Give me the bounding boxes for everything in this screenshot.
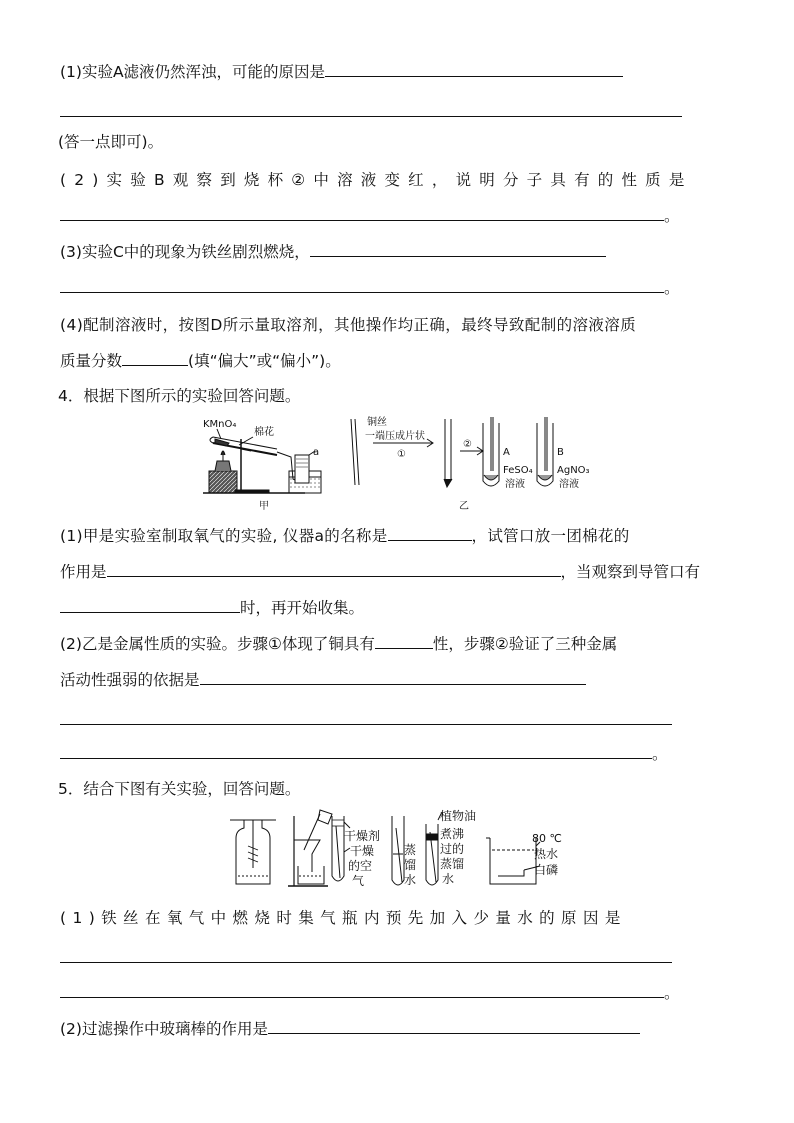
q4-part2-line4	[60, 742, 668, 765]
answer-blank[interactable]	[60, 742, 652, 759]
q4-part1-text-d: ，当观察到导管口有	[560, 563, 701, 581]
answer-line[interactable]	[60, 724, 672, 725]
answer-blank[interactable]	[325, 60, 623, 77]
tube-boiled-water	[426, 824, 438, 885]
period: 。	[664, 984, 680, 1002]
q3-part1-text: (1)实验A滤液仍然浑浊，可能的原因是	[60, 63, 326, 81]
solution1-label: 溶液	[505, 479, 525, 490]
tube-b-label: B	[557, 447, 564, 458]
q4-part1-text-c: 作用是	[60, 563, 107, 581]
temperature-label: 80 ℃	[532, 832, 562, 845]
agno3-label: AgNO₃	[557, 465, 590, 476]
cotton-label: 棉花	[254, 427, 274, 438]
q4-part1-text: (1)甲是实验室制取氧气的实验, 仪器a的名称是	[60, 527, 388, 545]
q4-part1-line1	[60, 524, 630, 547]
tube-a-label: A	[503, 447, 510, 458]
period: 。	[652, 745, 668, 763]
funnel	[300, 840, 320, 872]
boiled-label-4: 水	[442, 872, 455, 886]
boiled-label-3: 蒸馏	[440, 857, 465, 871]
q3-part3-text: (3)实验C中的现象为铁丝剧烈燃烧，	[60, 243, 310, 261]
q5-part1-line3	[60, 981, 680, 1004]
step1-label: ①	[397, 449, 406, 460]
answer-blank[interactable]	[388, 524, 472, 541]
desiccant-label: 干燥剂	[344, 829, 381, 843]
q5-part1-text: (1)铁丝在氧气中燃烧时集气瓶内预先加入少量水的原因是	[60, 909, 627, 927]
copper-label: 铜丝	[367, 417, 387, 428]
q3-part1	[60, 60, 623, 83]
period: 。	[664, 279, 680, 297]
dry-air-label-2: 的空	[348, 859, 373, 873]
q3-part3-line	[60, 276, 680, 299]
q4-part2-text: (2)乙是金属性质的实验。步骤①体现了铜具有	[60, 635, 375, 653]
boiled-label-1: 煮沸	[440, 827, 465, 841]
answer-line[interactable]	[60, 962, 672, 963]
apparatus-jia	[203, 437, 321, 493]
q3-part4-text: (4)配制溶液时，按图D所示量取溶剂，其他操作均正确，最终导致配制的溶液溶质	[60, 316, 637, 334]
q3-part1-note: (答一点即可)。	[58, 133, 164, 151]
q4-part1-line3	[60, 596, 364, 619]
answer-blank[interactable]	[310, 240, 606, 257]
q3-part2-text: (2)实验B观察到烧杯②中溶液变红，说明分子具有的性质是	[60, 171, 693, 189]
q3-part4-text2: 质量分数	[60, 352, 123, 370]
q3-part4-hint: (填“偏大”或“偏小”)。	[188, 352, 341, 370]
answer-blank[interactable]	[60, 596, 240, 613]
q4-part2-text-c: 活动性强弱的依据是	[60, 671, 200, 689]
q3-part2-line	[60, 204, 680, 227]
q4-part1-text-b: ，试管口放一团棉花的	[471, 527, 630, 545]
q4-part2-text-b: 性，步骤②验证了三种金属	[432, 635, 618, 653]
q3-part4-line2	[60, 349, 341, 372]
answer-blank[interactable]	[200, 668, 586, 685]
copper-wire	[351, 419, 355, 485]
q4-figure	[195, 413, 605, 513]
distilled-label-2: 馏	[404, 858, 417, 872]
q5-stem: 5．结合下图有关实验，回答问题。	[58, 780, 301, 798]
q4-part2-line2	[60, 668, 586, 691]
step2-label: ②	[463, 439, 472, 450]
solution2-label: 溶液	[559, 479, 579, 490]
q3-part3	[60, 240, 606, 263]
answer-blank[interactable]	[268, 1017, 640, 1034]
q4-part2-line1	[60, 632, 617, 655]
instrument-a-label: a	[313, 447, 320, 458]
distilled-label-1: 蒸	[404, 843, 417, 857]
q5-part2	[60, 1017, 640, 1040]
q5-figure	[228, 806, 578, 890]
answer-line[interactable]	[60, 116, 682, 117]
answer-blank[interactable]	[107, 560, 561, 577]
alcohol-lamp	[215, 461, 231, 471]
q4-stem: 4．根据下图所示的实验回答问题。	[58, 387, 301, 405]
beaker-small	[298, 866, 324, 884]
yi-label: 乙	[459, 501, 469, 512]
q4-part1-text-e: 时，再开始收集。	[240, 599, 365, 617]
answer-blank[interactable]	[60, 276, 664, 293]
kmno4-label: KMnO₄	[203, 419, 237, 430]
distilled-label-3: 水	[404, 873, 417, 887]
white-phosphorus-label: 白磷	[534, 863, 559, 877]
jia-label: 甲	[259, 501, 269, 512]
answer-blank[interactable]	[60, 981, 664, 998]
dry-air-label-1: 干燥	[350, 844, 375, 858]
period: 。	[664, 207, 680, 225]
q5-part2-text: (2)过滤操作中玻璃棒的作用是	[60, 1020, 268, 1038]
answer-blank[interactable]	[60, 204, 664, 221]
q4-part1-line2	[60, 560, 700, 583]
press-label: 一端压成片状	[365, 431, 425, 442]
hot-water-label: 热水	[534, 847, 559, 861]
boiled-label-2: 过的	[440, 842, 465, 856]
beaker-hot-water	[490, 838, 536, 884]
dry-air-label-3: 气	[352, 874, 365, 888]
answer-blank[interactable]	[122, 349, 188, 366]
feso4-label: FeSO₄	[503, 465, 533, 476]
answer-blank[interactable]	[375, 632, 433, 649]
vegetable-oil-label: 植物油	[440, 809, 477, 823]
